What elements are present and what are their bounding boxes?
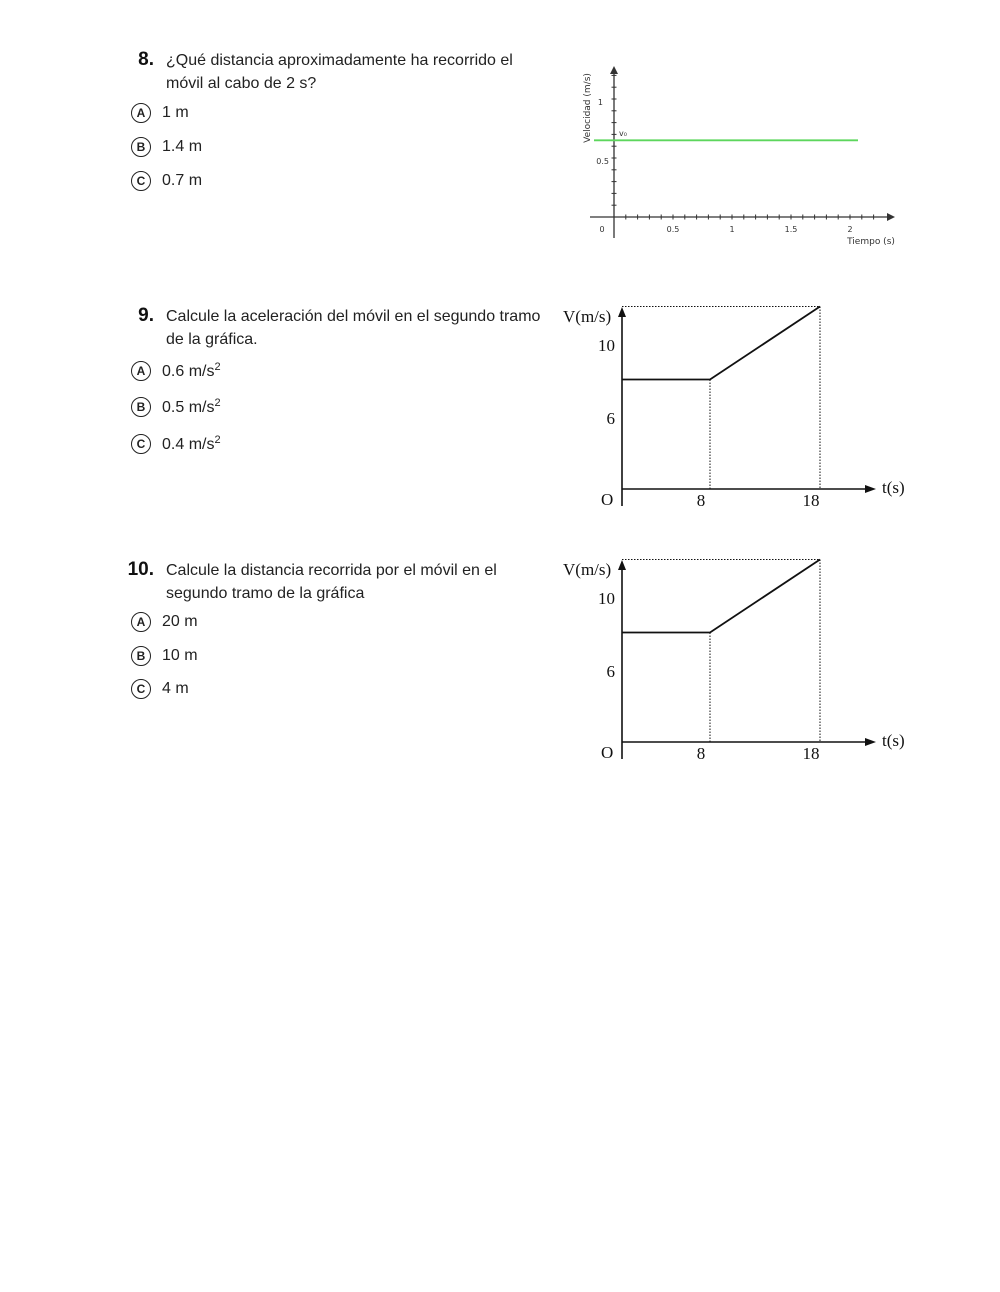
y-axis-label: V(m/s) [563,560,612,579]
option-letter: C [131,171,151,191]
x-axis-arrow [865,738,876,746]
option-letter: B [131,397,151,417]
y-axis-arrow [618,307,626,317]
option-text: 10 m [162,647,198,664]
x-tick-label: 8 [696,491,706,510]
question-text: Calcule la distancia recorrida por el móvil en el segundo tramo de la gráfica [166,562,497,602]
option-a[interactable] [131,609,198,635]
y-axis-arrow [618,560,626,570]
option-b[interactable] [131,394,221,420]
x-axis-label: t(s) [882,478,905,497]
option-text: 20 m [162,613,198,630]
y-tick-label: 1 [597,98,603,107]
x-axis-arrow [887,213,895,221]
option-value: 0.6 m/s [162,363,215,380]
option-letter: B [131,137,151,157]
question-text: Calcule la aceleración del móvil en el segundo tramo de la gráfica. [166,308,541,348]
option-text [162,397,221,417]
origin-label: O [601,490,614,509]
y-tick-label: 6 [606,662,615,681]
option-c[interactable] [131,168,202,194]
y-axis-label: V(m/s) [563,307,612,326]
option-letter: C [131,679,151,699]
option-c[interactable] [131,431,221,457]
option-value: 0.5 m/s [162,399,215,416]
y-tick-label: 10 [598,589,615,608]
option-letter: C [131,434,151,454]
y-tick-label: 0.5 [596,157,609,166]
option-text [162,434,221,454]
option-b[interactable] [131,134,202,160]
x-tick-label: 18 [802,491,820,510]
series-line-velocity [622,307,820,380]
option-text: 1 m [162,104,189,121]
option-letter: A [131,103,151,123]
tick-marks [612,75,874,219]
x-tick-label: 2 [847,225,853,234]
x-axis-label: t(s) [882,731,905,750]
velocity-time-chart-q9 [560,300,920,520]
velocity-time-chart-q10 [560,553,920,773]
option-text: 4 m [162,680,189,697]
y-axis-arrow [610,66,618,74]
option-letter: A [131,361,151,381]
superscript: 2 [214,434,221,446]
option-c[interactable] [131,676,189,702]
question-number: 9. [138,305,154,326]
x-tick-label: 1.5 [784,225,798,234]
series-line-velocity [622,560,820,633]
question-text: ¿Qué distancia aproximadamente ha recorrido el móvil al cabo de 2 s? [166,52,513,92]
option-b[interactable] [131,643,198,669]
velocity-time-chart-q8 [575,60,905,255]
superscript: 2 [214,397,221,409]
option-value: 0.4 m/s [162,436,215,453]
x-tick-label: 18 [802,744,820,763]
superscript: 2 [214,361,221,373]
option-letter: B [131,646,151,666]
x-tick-label: 8 [696,744,706,763]
question-number: 10. [127,559,154,580]
option-text [162,361,221,381]
option-text: 1.4 m [162,138,203,155]
option-text: 0.7 m [162,172,203,189]
x-tick-label: 0.5 [666,225,680,234]
y-tick-label: 6 [606,409,615,428]
x-axis-arrow [865,485,876,493]
x-axis-label: Tiempo (s) [847,237,895,247]
question-number: 8. [138,49,154,70]
option-a[interactable] [131,100,189,126]
origin-label: O [601,743,614,762]
option-letter: A [131,612,151,632]
option-a[interactable] [131,358,221,384]
y-axis-label: Velocidad (m/s) [583,73,593,143]
x-tick-label: 1 [729,225,735,234]
x-tick-label: 0 [599,225,605,234]
v0-label: v₀ [619,129,627,138]
y-tick-label: 10 [598,336,615,355]
